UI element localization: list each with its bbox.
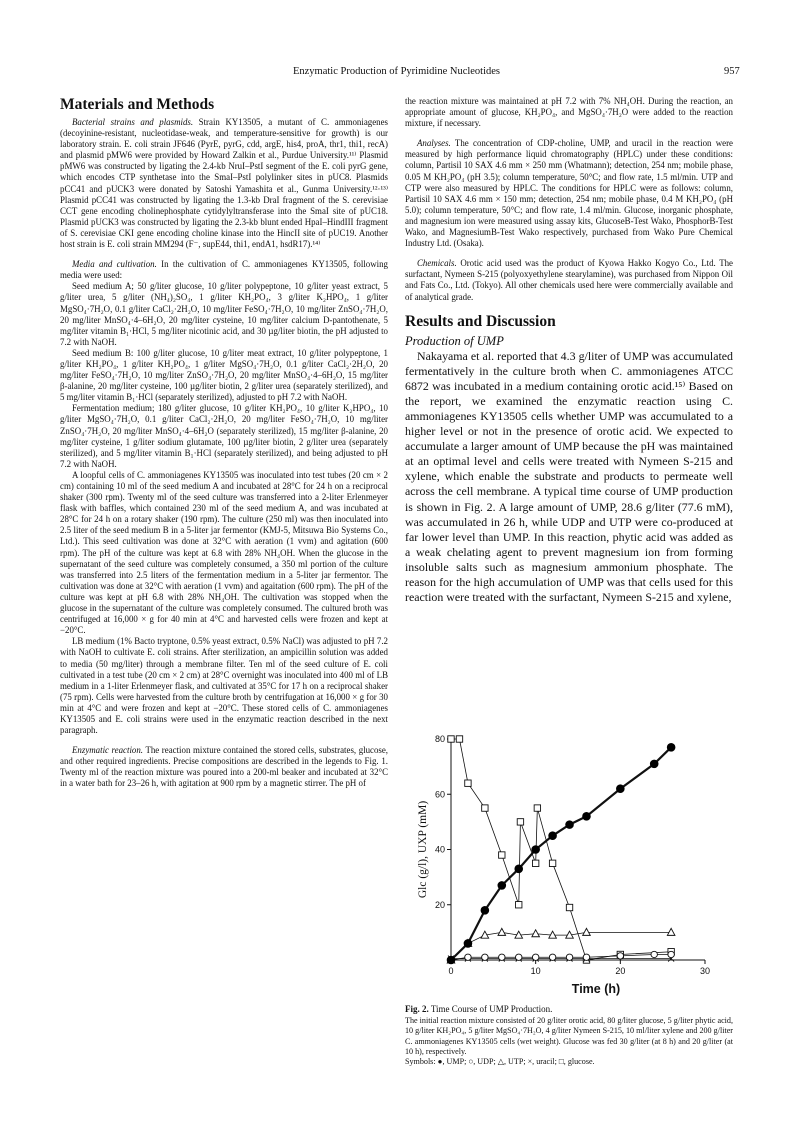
udp-point bbox=[651, 951, 657, 957]
section-heading-results: Results and Discussion bbox=[405, 312, 556, 330]
caption-symbols: Symbols: ●, UMP; ○, UDP; △, UTP; ×, uracil; □, glucose. bbox=[405, 1057, 595, 1067]
subheading-ump: Production of UMP bbox=[405, 333, 504, 348]
y-axis-label: Glc (g/l), UXP (mM) bbox=[417, 800, 429, 899]
paragraph-seed-a: Seed medium A; 50 g/liter glucose, 10 g/liter polypeptone, 10 g/liter yeast extract, 5 g/liter urea, 5 g/liter (NH₄)₂SO₄, 1 g/liter KH₂PO₄, 3 g/liter K₂HPO₄, 1 g/liter MgSO₄·7H₂O, 0.1 g/liter CaCl₂·2H₂O, 10 mg/liter FeSO₄·7H₂O, 10 mg/liter ZnSO₄·7H₂O, 20 mg/liter MnSO₄·4–6H₂O, 20 mg/liter cysteine, 10 mg/liter calcium D-pantothenate, 5 mg/liter vitamin B₁·HCl, 5 mg/liter nicotinic acid, and 30 µg/liter biotin, the pH adjusted to 7.2 with NaOH. bbox=[60, 281, 388, 347]
udp-point bbox=[465, 954, 471, 960]
caption-text: The initial reaction mixture consisted of 20 g/liter orotic acid, 80 g/liter glucose, 5 g/liter phytic acid, 10 g/liter KH₂PO₄, 5 g/liter MgSO₄·7H₂O, 4 g/liter Nymeen S-215, 10 ml/liter xylene and 200 g/liter C. ammoniagenes KY13505 cells (wet weight). Glucose was fed 30 g/liter (at 8 h) and 20 g/liter (at 10 h), respectively. bbox=[405, 1016, 733, 1056]
udp-point bbox=[617, 953, 623, 959]
glucose-point bbox=[534, 805, 540, 811]
paragraph-seed-b: Seed medium B: 100 g/liter glucose, 10 g/liter meat extract, 10 g/liter polypeptone, 1 g/liter KH₂PO₄, 1 g/liter KH₂PO₄, 1 g/liter MgSO₄·7H₂O, 0.1 g/liter CaCl₂·2H₂O, 20 mg/liter FeSO₄·7H₂O, 10 mg/liter ZnSO₄·7H₂O, 20 mg/liter MnSO₄·4–6H₂O, 15 mg/liter β-alanine, 20 mg/liter cysteine, 100 µg/liter biotin, 2 g/liter urea (separately sterilized), and 5 mg/liter vitamin B₁·HCl (separately sterilized), adjusted to pH 7.2 with NaOH. bbox=[60, 347, 388, 403]
x-tick-label: 10 bbox=[530, 966, 541, 976]
caption-heading bbox=[405, 1004, 733, 1014]
ump-point bbox=[481, 906, 489, 914]
glucose-point bbox=[456, 736, 462, 742]
lead-chemicals: Chemicals. bbox=[417, 258, 457, 269]
udp-point bbox=[516, 954, 522, 960]
paragraph-enzymatic bbox=[60, 745, 388, 789]
caption-label: Fig. 2. bbox=[405, 1004, 429, 1014]
paragraph-strains bbox=[60, 117, 388, 250]
text-strains: Strain KY13505, a mutant of C. ammoniagenes (decoyinine-resistant, nucleotidase-weak, and temperature-sensitive for growth) is our laboratory strain. E. coli strain JF646 (PyrE, pyrG, cdd, argE, his4, proA, thr1, thi1, recA) and plasmid pMW6 were provided by Howard Zalkin et al., Purdue University.¹¹⁾ Plasmid pMW6 was constructed by ligating the 2.4-kb NruI–PstI segment of the E. coli pyrG gene, which encodes CTP synthetase into the SmaI–PstI polylinker sites in pUC8. Plasmids pCC41 and pUCK3 were donated by Satoshi Yamashita et al., Gunma University.¹²·¹³⁾ Plasmid pCC41 was constructed by ligating the 1.3-kb DraI fragment of the S. cerevisiae CCT gene encoding cholinephosphate cytidylyltransferase into the SmaI site of pUC18. Plasmid pUCK3 was constructed by ligating the 2.3-kb blunt ended HpaI–HindIII fragment of S. cerevisiae CKI gene encoding choline kinase into the HincII site of pUC19. Another host strain is E. coli strain MM294 (F⁻, supE44, thi1, endA1, hsdR17).¹⁴⁾ bbox=[60, 117, 388, 250]
figure-2-chart bbox=[405, 733, 733, 998]
paragraph-analyses bbox=[405, 138, 733, 249]
paragraph-loopful: A loopful cells of C. ammoniagenes KY13505 was inoculated into test tubes (20 cm × 2 cm) containing 10 ml of the seed medium A and incubated at 28°C for 24 h on a reciprocal shaker (300 rpm). Twenty ml of the seed culture was transferred into a 2-liter Erlenmeyer flask with baffles, which contained 230 ml of the seed medium A, and was incubated at 28°C for 24 h on a rotary shaker (190 rpm). The culture (250 ml) was then inoculated into 2.5 liter of the seed medium B in a 5-liter jar fermentor (KMJ-5, Mitsuwa Bio Systems Co., Ltd.). This seed cultivation was done at 32°C with aeration (1 vvm) and agitation (600 rpm). The pH of the culture was kept at 6.8 with 28% NH₄OH. When the glucose in the supernatant of the seed culture was completely consumed, a 350 ml portion of the culture was transferred into 2.5 liters of the fermentation medium in a 5-liter jar fermentor. The cultivation was done at 32°C with aeration (1 vvm) and agaitation (600 rpm). The pH of the culture was kept at pH 6.8 with 28% NH₄OH. The cultivation was stopped when the glucose in the supernatant of the culture was completely consumed. The cultured broth was centrifuged at 16,000 × g for 40 min at 4°C and harvested cells were frozen and kept at −20°C. bbox=[60, 469, 388, 636]
udp-point bbox=[532, 954, 538, 960]
glucose-point bbox=[465, 780, 471, 786]
series-line-glucose bbox=[451, 739, 671, 960]
paragraph-chemicals bbox=[405, 258, 733, 302]
udp-point bbox=[583, 954, 589, 960]
right-column bbox=[405, 96, 733, 605]
section-heading-materials: Materials and Methods bbox=[60, 96, 215, 113]
lead-strains: Bacterial strains and plasmids. bbox=[72, 117, 194, 127]
ump-point bbox=[464, 940, 472, 948]
ump-point bbox=[549, 832, 557, 840]
caption-title: Time Course of UMP Production. bbox=[430, 1004, 553, 1014]
figure-caption bbox=[405, 1004, 733, 1067]
glucose-point bbox=[482, 805, 488, 811]
ump-point bbox=[617, 785, 625, 793]
text-chemicals: Orotic acid used was the product of Kyowa Hakko Kogyo Co., Ltd. The surfactant, Nymeen S-215 (polyoxyethylene stearylamine), was purchased from Nippon Oil and Fats Co., Ltd. (Tokyo). All other chemicals used here were commercially available and of analytical grade. bbox=[405, 258, 733, 302]
paragraph-fermentation: Fermentation medium; 180 g/liter glucose, 10 g/liter KH₂PO₄, 10 g/liter K₂HPO₄, 10 g/liter MgSO₄·7H₂O, 0.1 g/liter CaCl₂·2H₂O, 20 mg/liter FeSO₄·7H₂O, 10 mg/liter ZnSO₄·7H₂O, 20 mg/liter MnSO₄·4–6H₂O (separately sterilized), 15 mg/liter β-alanine, 20 mg/liter cysteine, 1 g/liter sodium glutamate, 100 µg/liter biotin, 2 g/liter urea (separately sterilized), and 5 mg/liter vitamin B₁·HCl (separately sterilized), and being adjusted to pH 7.2 with NaOH. bbox=[60, 403, 388, 469]
text-media: In the cultivation of C. ammoniagenes KY13505, following media were used: bbox=[60, 259, 388, 281]
lead-enzymatic: Enzymatic reaction. bbox=[72, 745, 144, 756]
x-tick-label: 0 bbox=[448, 966, 454, 976]
ump-point bbox=[515, 865, 523, 873]
udp-point bbox=[549, 954, 555, 960]
ump-point bbox=[667, 743, 675, 751]
y-tick-label: 40 bbox=[434, 844, 445, 855]
glucose-point bbox=[517, 819, 523, 825]
ump-point bbox=[447, 956, 455, 964]
glucose-point bbox=[549, 860, 555, 866]
glucose-point bbox=[516, 902, 522, 908]
udp-point bbox=[566, 954, 572, 960]
x-tick-label: 20 bbox=[615, 966, 626, 976]
ump-point bbox=[498, 882, 506, 890]
y-tick-label: 80 bbox=[434, 734, 445, 744]
y-tick-label: 20 bbox=[434, 899, 445, 910]
ump-point bbox=[566, 821, 574, 829]
page-number: 957 bbox=[724, 66, 740, 77]
x-tick-label: 30 bbox=[699, 966, 711, 976]
ump-point bbox=[650, 760, 658, 768]
left-column bbox=[60, 96, 388, 790]
ump-point bbox=[583, 813, 591, 821]
utp-point bbox=[532, 930, 540, 937]
series-line-ump bbox=[451, 747, 671, 960]
y-tick-label: 60 bbox=[434, 789, 445, 800]
udp-point bbox=[499, 954, 505, 960]
utp-point bbox=[583, 928, 591, 935]
glucose-point bbox=[448, 736, 454, 742]
paragraph-results: Nakayama et al. reported that 4.3 g/liter of UMP was accumulated fermentatively in the culture broth when C. ammoniagenes ATCC 6872 was incubated in a medium containing orotic acid.¹⁵⁾ Based on the report, we examined the enzymatic reaction using C. ammoniagenes KY13505 cells whether UMP was accumulated to a higher level or not in the presence of orotic acid. We expected to accumulate a larger amount of UMP because the pH was maintained at an optimal level and cells were treated with Nymeen S-215 and xylene, which enable the substrate and products to permeate well across the cell membrane. A typical time course of UMP production is shown in Fig. 2. A large amount of UMP, 28.6 g/liter (77.6 mM), was accumulated in 26 h, while UDP and UTP were co-produced at far lower level than UMP. In this reaction, phytic acid was added as a weak chelating agent to prevent magnesium ion from forming insoluble salts such as magnesium ammonium phosphate. The reason for the high accumulation of UMP was that cells used for this reaction were treated with the surfactant, Nymeen S-215 and xylene, bbox=[405, 348, 733, 605]
paragraph-continuation: the reaction mixture was maintained at pH 7.2 with 7% NH₄OH. During the reaction, an appropriate amount of glucose, KH₂PO₄, and MgSO₄·7H₂O were added to the reaction mixture, if necessary. bbox=[405, 96, 733, 129]
paragraph-media bbox=[60, 259, 388, 281]
utp-point bbox=[667, 928, 675, 935]
utp-point bbox=[498, 928, 506, 935]
udp-point bbox=[668, 951, 674, 957]
lead-analyses: Analyses. bbox=[417, 138, 451, 149]
lead-media: Media and cultivation. bbox=[72, 259, 157, 270]
paragraph-lb: LB medium (1% Bacto tryptone, 0.5% yeast extract, 0.5% NaCl) was adjusted to pH 7.2 with NaOH to cultivate E. coli strains. After sterilization, an ampicillin solution was added to media (50 mg/liter) through a membrane filter. Ten ml of the seed culture of E. coli cultivated in a test tube (20 cm × 2 cm) at 28°C overnight was inoculated into 400 ml of LB medium in a 1-liter Erlenmeyer flask, and cultivated at 35°C for 17 h on a reciprocal shaker (75 rpm). Cells were harvested from the culture broth by centrifugation at 16,000 × g for 30 min at 4°C and were frozen and kept at −20°C. These stored cells of C. ammoniagenes KY13505 and E. coli strains were used in the enzymatic reaction described in the next paragraph. bbox=[60, 636, 388, 736]
glucose-point bbox=[532, 860, 538, 866]
udp-point bbox=[482, 954, 488, 960]
text-analyses: The concentration of CDP-choline, UMP, and uracil in the reaction were measured by high performance liquid chromatography (HPLC) under these conditions: column, Partisil 10 SAX 4.6 mm × 250 mm (Whatmann); detection, 254 nm; mobile phase, 0.05 M KH₂PO₄ (pH 3.5); column temperature, 50°C; and flow rate, 1.5 ml/min. UTP and CTP were also measured by HPLC. The conditions for HPLC were as follows: column, Partisil 10 SAX 4.6 mm × 150 mm; detection, 254 nm; mobile phase, 0.4 M KH₂PO₄ (pH 5.0); column temperature, 50°C; and flow rate, 1.4 ml/min. Glucose, inorganic phosphate, and magnesium ion were measured using assay kits, GlucoseB-Test Wako, PhosphorB-Test Wako, and MagnesiumB-Test Wako respectively, purchased from Wako Pure Chemical Industry Ltd. (Osaka). bbox=[405, 138, 733, 249]
time-course-chart bbox=[405, 733, 733, 998]
ump-point bbox=[532, 846, 540, 854]
header-title: Enzymatic Production of Pyrimidine Nucleotides bbox=[292, 66, 501, 77]
x-axis-label: Time (h) bbox=[571, 982, 621, 996]
text-enzymatic: The reaction mixture contained the stored cells, substrates, glucose, and other required ingredients. Precise compositions are described in the legends to Fig. 1. Twenty ml of the reaction mixture was poured into a 200-ml beaker and incubated at 32°C in a water bath for 23–26 h, with agitation at 900 rpm by a magnetic stirrer. The pH of bbox=[60, 745, 389, 789]
glucose-point bbox=[566, 904, 572, 910]
glucose-point bbox=[499, 852, 505, 858]
